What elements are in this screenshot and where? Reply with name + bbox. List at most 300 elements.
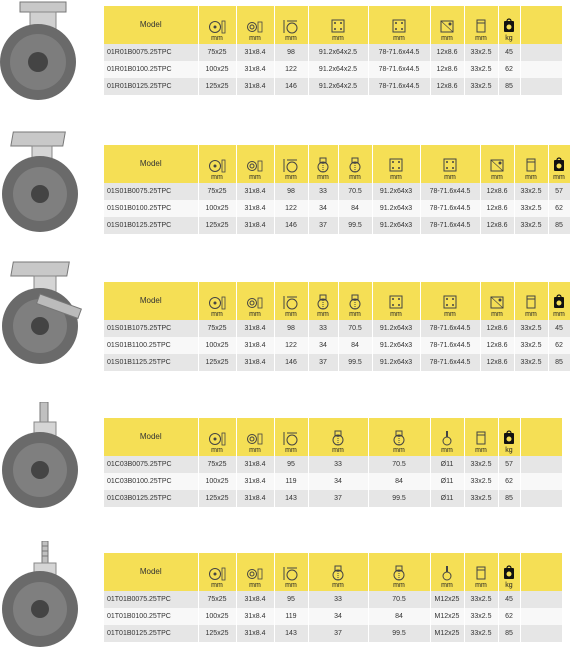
spec-column-header (430, 418, 464, 456)
spec-column-header (308, 418, 368, 456)
spec-column-header (308, 145, 338, 183)
spec-column-header (368, 553, 430, 591)
bolt-hole-diameter-icon (488, 294, 506, 310)
spec-table-swivel (104, 145, 570, 234)
model-header: Model (104, 553, 198, 591)
model-number-cell: 01S01B0075.25TPC (104, 183, 198, 200)
spec-value-cell: 12x8.6 (430, 44, 464, 61)
swivel-radius-icon (346, 294, 364, 310)
unit-label: mm (393, 582, 405, 589)
spec-value-cell: 62 (548, 337, 570, 354)
spec-value-cell: 37 (308, 490, 368, 507)
spec-value-cell: 12x8.6 (430, 78, 464, 95)
spec-value-cell: 33 (308, 591, 368, 608)
spec-value-cell: 125x25 (198, 78, 236, 95)
spec-value-cell: 45 (548, 320, 570, 337)
spec-value-cell: 91.2x64x3 (372, 217, 420, 234)
spec-column-header (464, 553, 498, 591)
spec-value-cell: 85 (548, 354, 570, 371)
spec-value-cell: 12x8.6 (480, 200, 514, 217)
spec-value-cell: 45 (498, 44, 520, 61)
spec-value-cell: 31x8.4 (236, 217, 274, 234)
table-header-row (104, 145, 570, 183)
spec-value-cell: 70.5 (338, 320, 372, 337)
spec-value-cell: 125x25 (198, 625, 236, 642)
table-row (104, 608, 562, 625)
unit-label: mm (475, 35, 487, 42)
spec-value-cell: 125x25 (198, 490, 236, 507)
spec-value-cell: 12x8.6 (480, 183, 514, 200)
spec-value-cell: 78-71.6x44.5 (420, 320, 480, 337)
model-number-cell: 01S01B0100.25TPC (104, 200, 198, 217)
swivel-radius-icon (346, 157, 364, 173)
spec-value-cell: 122 (274, 337, 308, 354)
spec-value-cell: 70.5 (368, 591, 430, 608)
bearing-size-icon (522, 294, 540, 310)
spec-value-cell: 34 (308, 200, 338, 217)
spec-value-cell: 91.2x64x3 (372, 337, 420, 354)
unit-label: mm (285, 35, 297, 42)
spec-value-cell: 78-71.6x44.5 (420, 183, 480, 200)
unit-label: mm (441, 582, 453, 589)
unit-label: mm (332, 447, 344, 454)
threaded-stem-caster-image (0, 541, 100, 651)
spec-value-cell: 33x2.5 (514, 200, 548, 217)
table-row (104, 183, 570, 200)
spec-value-cell: 33x2.5 (464, 456, 498, 473)
top-plate-size-icon (387, 294, 405, 310)
unit-label: mm (211, 311, 223, 318)
unit-label: mm (249, 174, 261, 181)
spec-value-cell: 33x2.5 (464, 44, 498, 61)
spec-column-header (236, 145, 274, 183)
spec-value-cell: 100x25 (198, 337, 236, 354)
unit-label: mm (211, 447, 223, 454)
spec-value-cell: 57 (548, 183, 570, 200)
spec-value-cell: 31x8.4 (236, 625, 274, 642)
spec-value-cell: 31x8.4 (236, 183, 274, 200)
spec-column-header (274, 282, 308, 320)
spec-value-cell: 84 (368, 608, 430, 625)
spec-value-cell: 31x8.4 (236, 490, 274, 507)
model-header: Model (104, 145, 198, 183)
hub-bore-icon (246, 565, 264, 581)
spec-table-stem (104, 418, 563, 507)
spec-column-header (372, 145, 420, 183)
spec-value-cell: 31x8.4 (236, 591, 274, 608)
unit-label: mm (441, 447, 453, 454)
hub-bore-icon (246, 157, 264, 173)
spec-value-cell: 33x2.5 (464, 78, 498, 95)
spec-value-cell: 31x8.4 (236, 44, 274, 61)
spec-value-cell: 33x2.5 (514, 337, 548, 354)
hub-bore-icon (246, 18, 264, 34)
spacer-cell (520, 553, 562, 591)
spec-value-cell: 75x25 (198, 591, 236, 608)
spec-value-cell: 31x8.4 (236, 337, 274, 354)
spec-value-cell: 62 (498, 608, 520, 625)
rigid-caster-image (0, 0, 100, 110)
spec-column-header (548, 145, 570, 183)
spec-value-cell: 33x2.5 (514, 217, 548, 234)
spacer-cell (520, 78, 562, 95)
spec-column-header (420, 145, 480, 183)
spec-value-cell: 85 (548, 217, 570, 234)
spec-value-cell: 122 (274, 61, 308, 78)
wheel-diameter-width-icon (208, 430, 226, 446)
spec-value-cell: 146 (274, 78, 308, 95)
spec-value-cell: 98 (274, 183, 308, 200)
spec-value-cell: 33x2.5 (464, 625, 498, 642)
spec-value-cell: 70.5 (368, 456, 430, 473)
unit-label: mm (390, 174, 402, 181)
load-capacity-icon (500, 430, 518, 446)
spec-value-cell: 146 (274, 354, 308, 371)
spec-column-header (198, 282, 236, 320)
unit-label: kg (505, 447, 513, 454)
spec-value-cell: 91.2x64x2.5 (308, 44, 368, 61)
spec-value-cell: 78-71.6x44.5 (368, 78, 430, 95)
spec-value-cell: 33x2.5 (464, 608, 498, 625)
spacer-cell (520, 6, 562, 44)
model-number-cell: 01T01B0125.25TPC (104, 625, 198, 642)
table-row (104, 354, 570, 371)
load-height-icon (282, 430, 300, 446)
spec-value-cell: 33x2.5 (464, 591, 498, 608)
bolt-hole-diameter-icon (438, 18, 456, 34)
spec-column-header (236, 282, 274, 320)
spec-value-cell: 125x25 (198, 354, 236, 371)
bolt-hole-spacing-icon (441, 294, 459, 310)
bolt-hole-spacing-icon (390, 18, 408, 34)
model-number-cell: 01T01B0100.25TPC (104, 608, 198, 625)
spec-value-cell: 143 (274, 625, 308, 642)
top-plate-size-icon (387, 157, 405, 173)
spec-value-cell: 78-71.6x44.5 (368, 44, 430, 61)
model-number-cell: 01C03B0125.25TPC (104, 490, 198, 507)
spec-value-cell: 95 (274, 591, 308, 608)
unit-label: mm (285, 582, 297, 589)
table-row (104, 61, 562, 78)
wheel-diameter-width-icon (208, 157, 226, 173)
top-plate-size-icon (329, 18, 347, 34)
swivel-offset-icon (314, 294, 332, 310)
stem-diameter-icon (438, 430, 456, 446)
model-number-cell: 01S01B1075.25TPC (104, 320, 198, 337)
spacer-cell (520, 418, 562, 456)
spec-column-header (308, 282, 338, 320)
spec-value-cell: 33 (308, 456, 368, 473)
spec-value-cell: 91.2x64x2.5 (308, 61, 368, 78)
load-height-icon (282, 18, 300, 34)
spec-value-cell: 100x25 (198, 473, 236, 490)
bolt-hole-spacing-icon (441, 157, 459, 173)
spec-table-threaded-stem (104, 553, 563, 642)
model-header: Model (104, 6, 198, 44)
spec-value-cell: 119 (274, 608, 308, 625)
spec-column-header (274, 418, 308, 456)
swivel-radius-icon (390, 565, 408, 581)
spec-value-cell: 78-71.6x44.5 (420, 200, 480, 217)
spec-value-cell: 33x2.5 (464, 490, 498, 507)
spec-value-cell: 57 (498, 456, 520, 473)
model-number-cell: 01S01B1125.25TPC (104, 354, 198, 371)
spec-value-cell: 99.5 (368, 490, 430, 507)
bearing-size-icon (522, 157, 540, 173)
hub-bore-icon (246, 430, 264, 446)
spec-value-cell: M12x25 (430, 591, 464, 608)
spec-column-header (548, 282, 570, 320)
spec-value-cell: 119 (274, 473, 308, 490)
wheel-diameter-width-icon (208, 565, 226, 581)
bolt-hole-diameter-icon (488, 157, 506, 173)
spec-value-cell: 78-71.6x44.5 (420, 337, 480, 354)
spec-value-cell: 33 (308, 320, 338, 337)
spec-value-cell: 75x25 (198, 456, 236, 473)
spec-value-cell: 12x8.6 (480, 217, 514, 234)
spec-value-cell: 37 (308, 354, 338, 371)
load-capacity-icon (500, 565, 518, 581)
spec-column-header (430, 6, 464, 44)
spec-column-header (274, 145, 308, 183)
spec-column-header (368, 418, 430, 456)
spec-value-cell: 99.5 (338, 354, 372, 371)
stem-caster-image (0, 402, 100, 512)
model-number-cell: 01R01B0125.25TPC (104, 78, 198, 95)
load-height-icon (282, 565, 300, 581)
spec-column-header (480, 145, 514, 183)
unit-label: mm (491, 311, 503, 318)
unit-label: mm (444, 174, 456, 181)
load-capacity-icon (500, 18, 518, 34)
table-header-row (104, 6, 562, 44)
unit-label: kg (505, 582, 513, 589)
spec-value-cell: 31x8.4 (236, 200, 274, 217)
spec-value-cell: 91.2x64x3 (372, 354, 420, 371)
model-number-cell: 01S01B1100.25TPC (104, 337, 198, 354)
spec-value-cell: 62 (498, 61, 520, 78)
spec-column-header (274, 6, 308, 44)
unit-label: mm (317, 311, 329, 318)
swivel-caster-image (0, 128, 100, 238)
spec-value-cell: 33 (308, 183, 338, 200)
spacer-cell (520, 591, 562, 608)
spec-value-cell: 100x25 (198, 61, 236, 78)
swivel-offset-icon (329, 565, 347, 581)
spec-value-cell: 33x2.5 (464, 61, 498, 78)
spec-value-cell: 12x8.6 (430, 61, 464, 78)
model-header: Model (104, 418, 198, 456)
spacer-cell (520, 456, 562, 473)
spec-value-cell: 34 (308, 608, 368, 625)
bearing-size-icon (472, 565, 490, 581)
spec-value-cell: 146 (274, 217, 308, 234)
table-row (104, 625, 562, 642)
spec-column-header (198, 418, 236, 456)
spec-column-header (514, 145, 548, 183)
spec-column-header (514, 282, 548, 320)
spec-value-cell: 33x2.5 (514, 320, 548, 337)
unit-label: mm (349, 311, 361, 318)
spec-value-cell: 31x8.4 (236, 456, 274, 473)
spec-column-header (198, 553, 236, 591)
spec-value-cell: 75x25 (198, 320, 236, 337)
unit-label: mm (249, 35, 261, 42)
spec-column-header (236, 418, 274, 456)
model-number-cell: 01T01B0075.25TPC (104, 591, 198, 608)
model-number-cell: 01R01B0075.25TPC (104, 44, 198, 61)
spacer-cell (520, 490, 562, 507)
spacer-cell (520, 61, 562, 78)
spec-column-header (430, 553, 464, 591)
spec-value-cell: 85 (498, 625, 520, 642)
spec-value-cell: 12x8.6 (480, 320, 514, 337)
spec-column-header (498, 6, 520, 44)
spec-column-header (236, 553, 274, 591)
hub-bore-icon (246, 294, 264, 310)
spec-value-cell: M12x25 (430, 608, 464, 625)
spec-column-header (372, 282, 420, 320)
unit-label: mm (211, 35, 223, 42)
spec-value-cell: 34 (308, 337, 338, 354)
spec-value-cell: 31x8.4 (236, 354, 274, 371)
table-row (104, 44, 562, 61)
spec-value-cell: 31x8.4 (236, 473, 274, 490)
spec-value-cell: 31x8.4 (236, 61, 274, 78)
spec-table-swivel-brake (104, 282, 570, 371)
spec-value-cell: 84 (368, 473, 430, 490)
spec-column-header (274, 553, 308, 591)
spacer-cell (520, 625, 562, 642)
spacer-cell (520, 44, 562, 61)
unit-label: mm (553, 174, 565, 181)
spec-column-header (308, 6, 368, 44)
unit-label: mm (393, 447, 405, 454)
spec-value-cell: 62 (498, 473, 520, 490)
table-row (104, 591, 562, 608)
table-row (104, 200, 570, 217)
spec-value-cell: 100x25 (198, 200, 236, 217)
load-height-icon (282, 294, 300, 310)
unit-label: mm (249, 582, 261, 589)
spec-value-cell: 34 (308, 473, 368, 490)
spec-value-cell: 31x8.4 (236, 78, 274, 95)
spec-value-cell: Ø11 (430, 456, 464, 473)
unit-label: mm (349, 174, 361, 181)
unit-label: mm (475, 447, 487, 454)
spec-value-cell: 85 (498, 78, 520, 95)
unit-label: mm (444, 311, 456, 318)
unit-label: mm (249, 447, 261, 454)
unit-label: mm (332, 582, 344, 589)
spec-value-cell: 99.5 (338, 217, 372, 234)
spec-value-cell: 91.2x64x2.5 (308, 78, 368, 95)
swivel-radius-icon (390, 430, 408, 446)
table-row (104, 320, 570, 337)
spec-value-cell: 75x25 (198, 44, 236, 61)
spec-column-header (464, 418, 498, 456)
spacer-cell (520, 608, 562, 625)
table-row (104, 337, 570, 354)
table-row (104, 490, 562, 507)
spec-value-cell: M12x25 (430, 625, 464, 642)
spec-column-header (338, 282, 372, 320)
spec-column-header (498, 418, 520, 456)
unit-label: mm (285, 447, 297, 454)
unit-label: mm (211, 174, 223, 181)
load-height-icon (282, 157, 300, 173)
model-header: Model (104, 282, 198, 320)
unit-label: mm (441, 35, 453, 42)
spec-value-cell: 33x2.5 (514, 354, 548, 371)
spec-value-cell: 91.2x64x3 (372, 200, 420, 217)
spec-column-header (368, 6, 430, 44)
spec-value-cell: Ø11 (430, 473, 464, 490)
spec-column-header (308, 553, 368, 591)
unit-label: mm (249, 311, 261, 318)
unit-label: mm (317, 174, 329, 181)
spec-value-cell: 12x8.6 (480, 337, 514, 354)
model-number-cell: 01C03B0100.25TPC (104, 473, 198, 490)
spacer-cell (520, 473, 562, 490)
spec-value-cell: 62 (548, 200, 570, 217)
model-number-cell: 01S01B0125.25TPC (104, 217, 198, 234)
bearing-size-icon (472, 18, 490, 34)
spec-value-cell: 75x25 (198, 183, 236, 200)
brake-caster-image (0, 258, 100, 368)
spec-column-header (198, 145, 236, 183)
unit-label: mm (475, 582, 487, 589)
table-row (104, 217, 570, 234)
spec-table-rigid (104, 6, 563, 95)
spec-value-cell: 85 (498, 490, 520, 507)
spec-value-cell: 98 (274, 320, 308, 337)
table-header-row (104, 418, 562, 456)
swivel-offset-icon (314, 157, 332, 173)
spec-column-header (480, 282, 514, 320)
spec-value-cell: 84 (338, 200, 372, 217)
table-row (104, 456, 562, 473)
swivel-offset-icon (329, 430, 347, 446)
unit-label: mm (393, 35, 405, 42)
spec-column-header (498, 553, 520, 591)
spec-value-cell: Ø11 (430, 490, 464, 507)
wheel-diameter-width-icon (208, 18, 226, 34)
spec-column-header (464, 6, 498, 44)
spec-value-cell: 37 (308, 625, 368, 642)
thread-stem-icon (438, 565, 456, 581)
unit-label: mm (285, 311, 297, 318)
spec-value-cell: 31x8.4 (236, 320, 274, 337)
model-number-cell: 01C03B0075.25TPC (104, 456, 198, 473)
unit-label: mm (525, 174, 537, 181)
wheel-diameter-width-icon (208, 294, 226, 310)
spec-value-cell: 78-71.6x44.5 (420, 354, 480, 371)
load-capacity-icon (550, 294, 568, 310)
unit-label: mm (332, 35, 344, 42)
spec-value-cell: 31x8.4 (236, 608, 274, 625)
unit-label: mm (525, 311, 537, 318)
spec-value-cell: 45 (498, 591, 520, 608)
unit-label: kg (505, 35, 513, 42)
spec-value-cell: 95 (274, 456, 308, 473)
spec-value-cell: 70.5 (338, 183, 372, 200)
spec-value-cell: 125x25 (198, 217, 236, 234)
spec-value-cell: 33x2.5 (464, 473, 498, 490)
load-capacity-icon (550, 157, 568, 173)
bearing-size-icon (472, 430, 490, 446)
table-row (104, 78, 562, 95)
